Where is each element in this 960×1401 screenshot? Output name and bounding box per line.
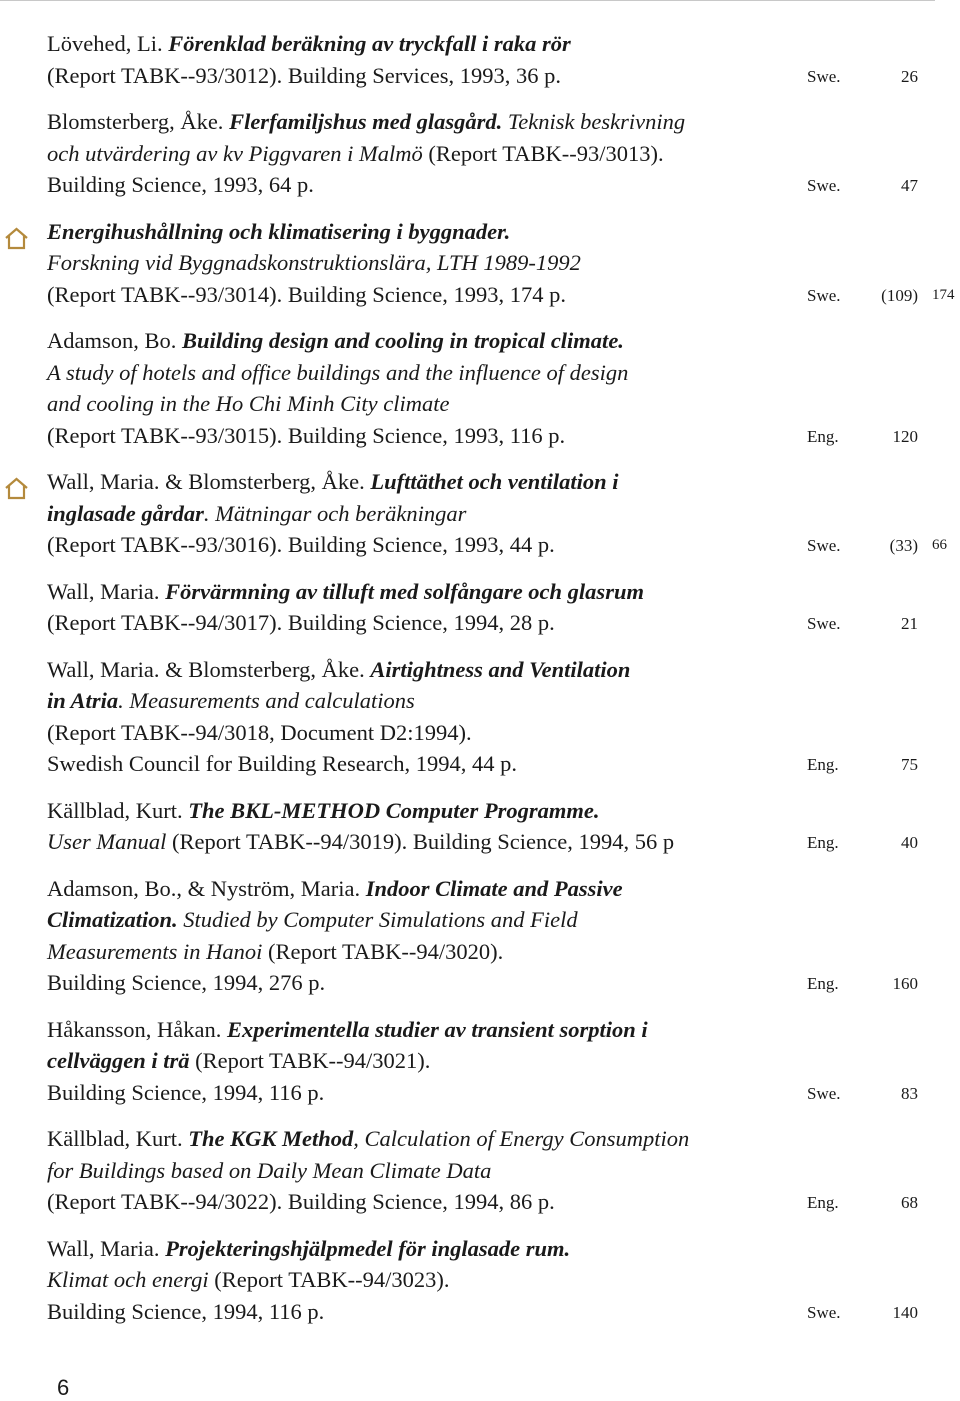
top-rule <box>0 0 935 1</box>
entry-line-text <box>47 138 664 170</box>
entry-line-text <box>47 795 599 827</box>
entry-line-text <box>47 1233 570 1265</box>
entry-line-text <box>47 748 517 780</box>
entry-line <box>0 357 960 389</box>
entry-line <box>0 28 960 60</box>
entry-title: Building design and cooling in tropical climate. <box>182 328 624 353</box>
entry-text: Källblad, Kurt. <box>47 797 189 823</box>
entry-title: Förenklad beräkning av tryckfall i raka rör <box>168 31 571 56</box>
entry-line-text <box>47 826 674 858</box>
entry-line-text <box>47 529 555 561</box>
house-icon <box>3 476 30 500</box>
entry-text: Wall, Maria. <box>47 1235 166 1261</box>
entry-line-text <box>47 1264 450 1296</box>
entry-line <box>0 498 960 530</box>
entry-text: (Report TABK--94/3017). Building Science, 1994, 28 p. <box>47 610 555 635</box>
bibliography-entry <box>0 28 960 91</box>
entry-text: (Report TABK--94/3023). <box>208 1267 450 1292</box>
page-count: (33) <box>889 536 918 555</box>
page-count: 75 <box>901 755 918 774</box>
entry-line <box>0 1045 960 1077</box>
entry-line-text <box>47 717 472 749</box>
entry-subtitle: and cooling in the Ho Chi Minh City climate <box>47 391 450 416</box>
entry-line <box>0 1155 960 1187</box>
entry-line-text <box>47 357 628 389</box>
entry-text: Swedish Council for Building Research, 1994, 44 p. <box>47 751 517 776</box>
language-code: Swe. <box>807 536 841 555</box>
entry-line-text <box>47 106 685 138</box>
entry-text: Building Science, 1993, 64 p. <box>47 172 314 197</box>
entry-line <box>0 826 960 858</box>
bibliography-entry <box>0 1123 960 1218</box>
bibliography-entry <box>0 1233 960 1328</box>
entry-subtitle: Teknisk beskrivning <box>502 109 686 134</box>
entry-title: Lufttäthet och ventilation i <box>370 469 619 494</box>
entry-subtitle: Studied by Computer Simulations and Field <box>177 907 578 932</box>
entry-line-text <box>47 388 449 420</box>
page-count: 68 <box>901 1193 918 1212</box>
entry-line <box>0 1123 960 1155</box>
bibliography-entry <box>0 795 960 858</box>
entry-subtitle: . Mätningar och beräkningar <box>203 500 467 526</box>
entry-text: Håkansson, Håkan. <box>47 1016 227 1042</box>
entry-title: The BKL-METHOD Computer Programme. <box>188 797 600 823</box>
entry-line <box>0 748 960 780</box>
entry-title: Airtightness and Ventilation <box>370 656 631 682</box>
entry-line-text <box>47 873 623 905</box>
bibliography-entry <box>0 654 960 780</box>
entry-line <box>0 1186 960 1218</box>
entry-line-text <box>47 1186 555 1218</box>
entry-line-text <box>47 247 581 279</box>
entry-text: (Report TABK--94/3018, Document D2:1994). <box>47 719 472 745</box>
language-code: Eng. <box>807 974 839 993</box>
entry-text: (Report TABK--93/3016). Building Science, 1993, 44 p. <box>47 532 555 557</box>
entry-text: Källblad, Kurt. <box>47 1126 189 1151</box>
entry-line <box>0 420 960 452</box>
page-count: 40 <box>901 833 918 852</box>
entry-line-text <box>47 216 510 248</box>
bibliography-entry <box>0 873 960 999</box>
entry-line <box>0 795 960 827</box>
entry-subtitle: . Measurements and calculations <box>118 688 415 713</box>
entry-line <box>0 216 960 248</box>
entry-text: Lövehed, Li. <box>47 31 169 56</box>
entry-line <box>0 576 960 608</box>
entry-line <box>0 967 960 999</box>
language-code: Swe. <box>807 1083 841 1103</box>
entry-line <box>0 466 960 498</box>
entry-line-text <box>47 60 561 92</box>
entry-line-text <box>47 967 325 999</box>
entry-title: Energihushållning och klimatisering i byggnader. <box>47 218 511 244</box>
language-code: Eng. <box>807 833 839 852</box>
entry-line-text <box>47 169 314 201</box>
entry-subtitle: Forskning vid Byggnadskonstruktionslära, LTH 1989-1992 <box>47 250 581 275</box>
entry-line <box>0 138 960 170</box>
page-count: 140 <box>892 1302 918 1322</box>
total-page-count: 174 <box>932 286 955 303</box>
entry-subtitle: och utvärdering av kv Piggvaren i Malmö <box>47 140 423 166</box>
entry-text: Wall, Maria. & Blomsterberg, Åke. <box>47 656 371 682</box>
language-code: Eng. <box>807 1193 839 1212</box>
entry-text: (Report TABK--94/3019). Building Science, 1994, 56 p <box>166 829 675 854</box>
entry-text: (Report TABK--94/3021). <box>189 1048 431 1073</box>
entry-line-text <box>47 936 503 968</box>
entry-line-text <box>47 1045 430 1077</box>
page-count: 160 <box>892 974 918 993</box>
entry-line <box>0 904 960 936</box>
entry-line-text <box>47 1014 648 1046</box>
bibliography-entry <box>0 466 960 561</box>
language-code: Eng. <box>807 755 839 774</box>
entry-text: (Report TABK--93/3014). Building Science, 1993, 174 p. <box>47 281 566 307</box>
entry-line-text <box>47 1155 491 1187</box>
entry-subtitle: Measurements in Hanoi <box>47 938 263 964</box>
entry-text: Building Science, 1994, 276 p. <box>47 970 326 995</box>
entry-line <box>0 169 960 201</box>
language-code: Swe. <box>807 614 841 633</box>
entry-line <box>0 388 960 420</box>
language-code: Swe. <box>807 66 841 86</box>
entry-line <box>0 1296 960 1328</box>
entry-line-text <box>47 28 571 60</box>
bibliography-entry <box>0 106 960 201</box>
entry-title: The KGK Method <box>188 1126 354 1151</box>
entry-title: Indoor Climate and Passive <box>365 875 623 901</box>
page-count: (109) <box>881 285 918 305</box>
entry-text: (Report TABK--93/3015). Building Science, 1993, 116 p. <box>47 422 566 448</box>
bibliography-entry <box>0 216 960 311</box>
entry-title: Experimentella studier av transient sorption i <box>226 1016 648 1042</box>
entry-title: Projekteringshjälpmedel för inglasade rum. <box>165 1235 571 1261</box>
entry-line-text <box>47 420 565 452</box>
language-code: Swe. <box>807 285 841 305</box>
entry-line-text <box>47 654 630 686</box>
entry-text: (Report TABK--93/3013). <box>422 140 664 166</box>
entry-title: Climatization. <box>47 907 178 932</box>
entry-line-text <box>47 1123 689 1155</box>
entry-text: (Report TABK--94/3020). <box>262 938 504 964</box>
page-count: 26 <box>901 66 918 86</box>
entry-line <box>0 717 960 749</box>
entry-line <box>0 607 960 639</box>
house-icon <box>3 226 30 250</box>
entry-line <box>0 1264 960 1296</box>
entry-subtitle: for Buildings based on Daily Mean Climate Data <box>47 1157 492 1183</box>
page-count: 120 <box>892 426 918 446</box>
entry-text: Building Science, 1994, 116 p. <box>47 1079 325 1105</box>
entry-title: Förvärmning av tilluft med solfångare och glasrum <box>165 578 644 604</box>
entry-subtitle: , Calculation of Energy Consumption <box>353 1126 690 1151</box>
entry-title: cellväggen i trä <box>47 1048 190 1073</box>
language-code: Swe. <box>807 1302 841 1322</box>
entry-subtitle: User Manual <box>47 829 167 854</box>
entry-line <box>0 1233 960 1265</box>
entry-line-text <box>47 1296 324 1328</box>
entry-line <box>0 106 960 138</box>
total-page-count: 66 <box>932 537 947 553</box>
entry-line <box>0 873 960 905</box>
entry-line <box>0 654 960 686</box>
bibliography-entry <box>0 576 960 639</box>
entry-line-text <box>47 607 555 639</box>
entry-text: Adamson, Bo. <box>47 328 182 353</box>
entry-line <box>0 279 960 311</box>
entry-line-text <box>47 498 466 530</box>
entry-line <box>0 685 960 717</box>
entry-line-text <box>47 576 644 608</box>
entry-line-text <box>47 685 415 717</box>
entry-subtitle: A study of hotels and office buildings and the influence of design <box>47 359 629 385</box>
entry-line <box>0 60 960 92</box>
entry-text: Wall, Maria. & Blomsterberg, Åke. <box>47 469 371 494</box>
entry-line <box>0 529 960 561</box>
entry-line <box>0 325 960 357</box>
entry-line <box>0 936 960 968</box>
entry-text: Building Science, 1994, 116 p. <box>47 1298 325 1324</box>
bibliography-list <box>0 28 960 1342</box>
bibliography-entry <box>0 1014 960 1109</box>
language-code: Swe. <box>807 176 841 195</box>
entry-text: Adamson, Bo., & Nyström, Maria. <box>47 875 366 901</box>
page-count: 83 <box>901 1083 918 1103</box>
entry-line-text <box>47 1077 324 1109</box>
entry-text: (Report TABK--93/3012). Building Services, 1993, 36 p. <box>47 62 561 88</box>
entry-line-text <box>47 466 618 498</box>
entry-title: Flerfamiljshus med glasgård. <box>229 109 503 134</box>
bibliography-entry <box>0 325 960 451</box>
entry-line-text <box>47 279 566 311</box>
entry-title: in Atria <box>47 688 119 713</box>
entry-line-text <box>47 904 578 936</box>
entry-text: (Report TABK--94/3022). Building Science, 1994, 86 p. <box>47 1189 555 1214</box>
page-count: 21 <box>901 614 918 633</box>
entry-subtitle: Klimat och energi <box>47 1267 209 1292</box>
entry-line <box>0 247 960 279</box>
page-number: 6 <box>57 1375 70 1400</box>
entry-line <box>0 1014 960 1046</box>
entry-text: Wall, Maria. <box>47 578 166 604</box>
page-count: 47 <box>901 176 918 195</box>
language-code: Eng. <box>807 426 839 446</box>
entry-text: Blomsterberg, Åke. <box>47 109 230 134</box>
entry-line <box>0 1077 960 1109</box>
entry-line-text <box>47 325 624 357</box>
entry-title: inglasade gårdar <box>47 500 204 526</box>
